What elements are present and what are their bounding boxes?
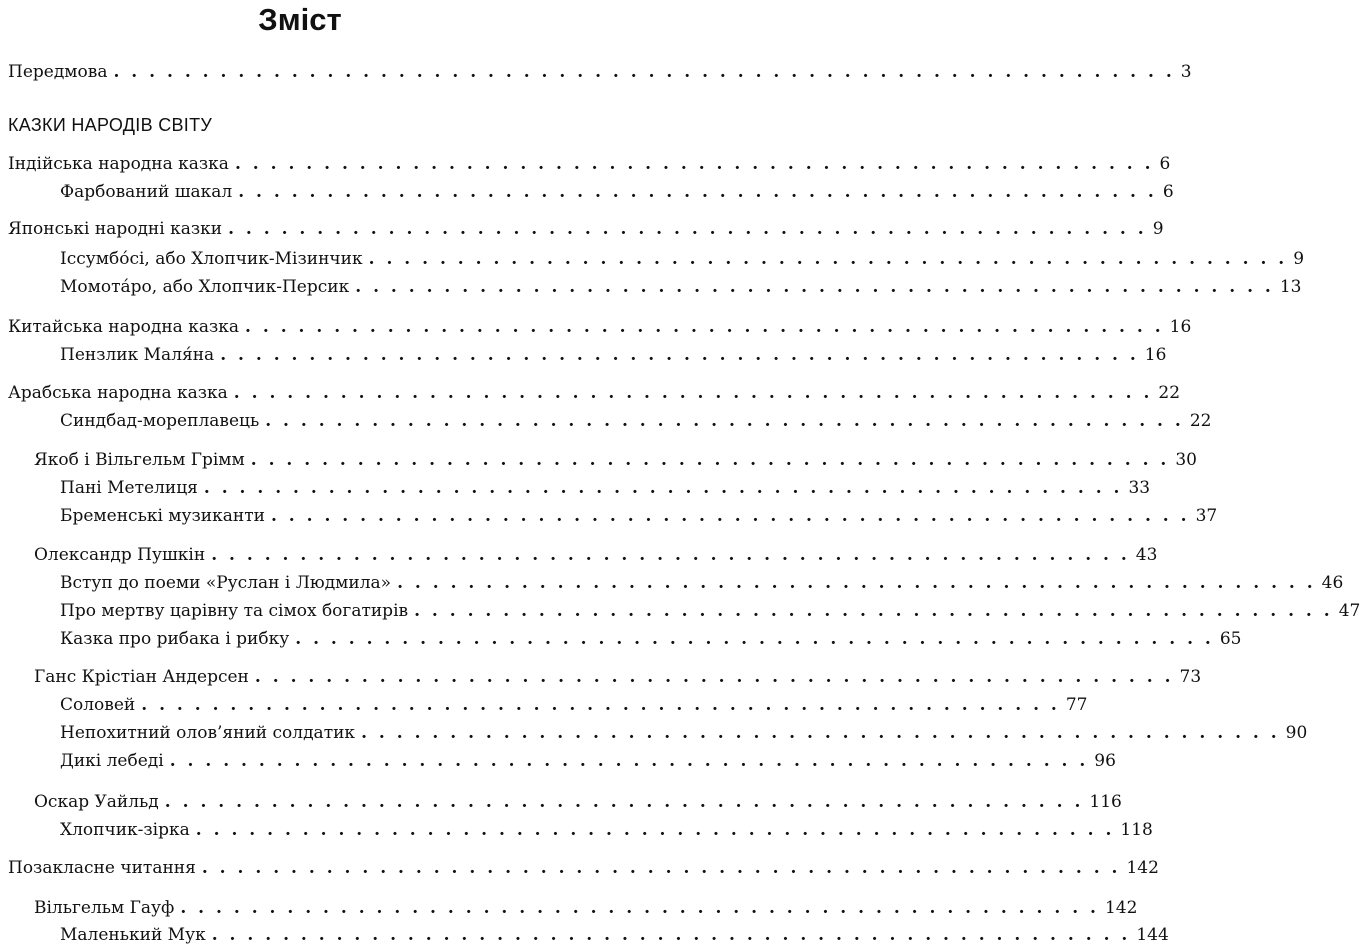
toc-entry[interactable]: [0, 245, 1305, 273]
toc-entry-label: Японські народні казки: [8, 219, 223, 239]
toc-entry-page: 3: [1180, 62, 1192, 82]
toc-entry[interactable]: [0, 747, 1116, 775]
toc-entry-label: Казка про рибака і рибку: [60, 629, 290, 649]
toc-entry[interactable]: [0, 625, 1242, 653]
toc-entry[interactable]: [0, 313, 1192, 341]
toc-entry[interactable]: [0, 921, 1169, 949]
toc-entry[interactable]: [0, 446, 1197, 474]
toc-entry-label: Арабська народна казка: [8, 383, 228, 403]
toc-entry-label: Олександр Пушкін: [34, 545, 206, 565]
toc-entry-page: 65: [1219, 629, 1242, 649]
toc-entry-preface[interactable]: [0, 58, 1192, 86]
toc-entry-page: 6: [1159, 154, 1171, 174]
leader-dots: . . . . . . . . . . . . . . . . . . . . . . . . . . . . . . . . . . . . . . . . . . . . . . . . . . . .: [203, 478, 1123, 498]
leader-dots: . . . . . . . . . . . . . . . . . . . . . . . . . . . . . . . . . . . . . . . . . . . . . . . . . . . .: [195, 820, 1115, 840]
toc-entry[interactable]: [0, 541, 1158, 569]
toc-entry-page: 22: [1158, 383, 1181, 403]
toc-entry-page: 16: [1169, 317, 1192, 337]
toc-entry-page: 43: [1135, 545, 1158, 565]
toc-entry-label: Пензлик Маля́на: [60, 345, 215, 365]
toc-entry[interactable]: [0, 854, 1159, 882]
toc-entry[interactable]: [0, 502, 1218, 530]
toc-entry-page: 16: [1144, 345, 1167, 365]
toc-entry-page: 96: [1094, 751, 1116, 771]
page-title: Зміст: [258, 2, 342, 37]
toc-entry-label: Пані Метелиця: [60, 478, 198, 498]
toc-entry[interactable]: [0, 178, 1174, 206]
toc-entry-page: 22: [1189, 411, 1212, 431]
toc-entry-label: Ганс Крістіан Андерсен: [34, 667, 249, 687]
toc-entry[interactable]: [0, 150, 1171, 178]
toc-entry-page: 6: [1162, 182, 1174, 202]
toc-entry-label: Вступ до поеми «Руслан і Людмила»: [60, 573, 392, 593]
section-heading: КАЗКИ НАРОДІВ СВІТУ: [8, 115, 213, 135]
toc-entry[interactable]: [0, 719, 1308, 747]
leader-dots: . . . . . . . . . . . . . . . . . . . . . . . . . . . . . . . . . . . . . . . . . . . . . . . . . . . .: [234, 154, 1154, 174]
toc-entry-label: Дикі лебеді: [60, 751, 164, 771]
leader-dots: . . . . . . . . . . . . . . . . . . . . . . . . . . . . . . . . . . . . . . . . . . . . . . . . . . . .: [368, 249, 1288, 269]
toc-entry[interactable]: [0, 341, 1167, 369]
toc-entry-page: 47: [1338, 601, 1361, 621]
toc-entry-page: 142: [1126, 858, 1159, 878]
toc-entry[interactable]: [0, 569, 1344, 597]
toc-entry-page: 37: [1195, 506, 1218, 526]
leader-dots: . . . . . . . . . . . . . . . . . . . . . . . . . . . . . . . . . . . . . . . . . . . . . . . . . . . .: [355, 277, 1274, 297]
toc-entry[interactable]: [0, 379, 1181, 407]
leader-dots: . . . . . . . . . . . . . . . . . . . . . . . . . . . . . . . . . . . . . . . . . . . . . . . . . . . .: [397, 573, 1316, 593]
toc-entry[interactable]: [0, 691, 1088, 719]
leader-dots: . . . . . . . . . . . . . . . . . . . . . . . . . . . . . . . . . . . . . . . . . . . . . . . . . . . .: [414, 601, 1333, 621]
toc-entry-label: Бременські музиканти: [60, 506, 265, 526]
leader-dots: . . . . . . . . . . . . . . . . . . . . . . . . . . . . . . . . . . . . . . . . . . . . . . . . . . . .: [228, 219, 1147, 239]
toc-entry-page: 77: [1065, 695, 1088, 715]
toc-entry[interactable]: [0, 894, 1138, 922]
leader-dots: . . . . . . . . . . . . . . . . . . . . . . . . . . . . . . . . . . . . . . . . . . . . . . . . . . . .: [164, 792, 1084, 812]
leader-dots: . . . . . . . . . . . . . . . . . . . . . . . . . . . . . . . . . . . . . . . . . . . . . . . . . . . .: [361, 723, 1280, 743]
toc-entry-label: Про мертву царівну та сімох богатирів: [60, 601, 409, 621]
toc-entry-label: Китайська народна казка: [8, 317, 240, 337]
leader-dots: . . . . . . . . . . . . . . . . . . . . . . . . . . . . . . . . . . . . . . . . . . . . . . . . . . . .: [141, 695, 1060, 715]
toc-entry-label: Вільгельм Гауф: [34, 898, 175, 918]
toc-entry-page: 9: [1152, 219, 1164, 239]
toc-entry-label: Синдбад-мореплавець: [60, 411, 260, 431]
toc-entry-label: Якоб і Вільгельм Грімм: [34, 450, 245, 470]
toc-entry-label: Хлопчик-зірка: [60, 820, 190, 840]
toc-entry-page: 13: [1279, 277, 1302, 297]
toc-entry-label: Фарбований шакал: [60, 182, 233, 202]
toc-entry-page: 90: [1285, 723, 1308, 743]
toc-entry[interactable]: [0, 663, 1202, 691]
leader-dots: . . . . . . . . . . . . . . . . . . . . . . . . . . . . . . . . . . . . . . . . . . . . . . . . . . . .: [238, 182, 1157, 202]
leader-dots: . . . . . . . . . . . . . . . . . . . . . . . . . . . . . . . . . . . . . . . . . . . . . . . . . . . .: [201, 858, 1121, 878]
toc-entry[interactable]: [0, 788, 1122, 816]
toc-entry[interactable]: [0, 816, 1153, 844]
leader-dots: . . . . . . . . . . . . . . . . . . . . . . . . . . . . . . . . . . . . . . . . . . . . . . . . . . . .: [270, 506, 1190, 526]
leader-dots: . . . . . . . . . . . . . . . . . . . . . . . . . . . . . . . . . . . . . . . . . . . . . . . . . . . .: [220, 345, 1139, 365]
leader-dots: . . . . . . . . . . . . . . . . . . . . . . . . . . . . . . . . . . . . . . . . . . . . . . . . . . . .: [254, 667, 1174, 687]
toc-entry-page: 144: [1136, 925, 1169, 945]
toc-entry-label: Маленький Мук: [60, 925, 206, 945]
toc-entry-label: Передмова: [8, 62, 108, 82]
toc-entry-page: 46: [1321, 573, 1344, 593]
toc-entry-label: Непохитний олов’яний солдатик: [60, 723, 356, 743]
toc-entry-label: Оскар Уайльд: [34, 792, 159, 812]
toc-entry-label: Індійська народна казка: [8, 154, 229, 174]
leader-dots: . . . . . . . . . . . . . . . . . . . . . . . . . . . . . . . . . . . . . . . . . . . . . . . . . . . .: [211, 925, 1131, 945]
toc-entry[interactable]: [0, 215, 1164, 243]
leader-dots: . . . . . . . . . . . . . . . . . . . . . . . . . . . . . . . . . . . . . . . . . . . . . . . . . . . .: [233, 383, 1153, 403]
toc-entry[interactable]: [0, 474, 1151, 502]
toc-entry[interactable]: [0, 597, 1361, 625]
toc-entry-page: 142: [1104, 898, 1138, 918]
toc-entry-label: Іссумбо́сі, або Хлопчик-Мізинчик: [60, 249, 363, 269]
toc-entry-page: 73: [1179, 667, 1202, 687]
leader-dots: . . . . . . . . . . . . . . . . . . . . . . . . . . . . . . . . . . . . . . . . . . . . . . . . . . . .: [245, 317, 1164, 337]
leader-dots: . . . . . . . . . . . . . . . . . . . . . . . . . . . . . . . . . . . . . . . . . . . . . . . . . . . .: [265, 411, 1184, 431]
toc-entry-label: Позакласне читання: [8, 858, 196, 878]
toc-entry-label: Момота́ро, або Хлопчик-Персик: [60, 277, 350, 297]
leader-dots: . . . . . . . . . . . . . . . . . . . . . . . . . . . . . . . . . . . . . . . . . . . . . . . . . . . .: [295, 629, 1214, 649]
toc-entry-label: Соловей: [60, 695, 136, 715]
leader-dots: . . . . . . . . . . . . . . . . . . . . . . . . . . . . . . . . . . . . . . . . . . . . . . . . . . . .: [250, 450, 1170, 470]
toc-entry-page: 116: [1089, 792, 1122, 812]
leader-dots: . . . . . . . . . . . . . . . . . . . . . . . . . . . . . . . . . . . . . . . . . . . . . . . . . . . .: [211, 545, 1130, 565]
leader-dots: . . . . . . . . . . . . . . . . . . . . . . . . . . . . . . . . . . . . . . . . . . . . . . . . . . . .: [180, 898, 1099, 918]
toc-entry-page: 118: [1120, 820, 1153, 840]
toc-entry-page: 33: [1128, 478, 1151, 498]
toc-entry[interactable]: [0, 407, 1212, 435]
toc-entry-page: 30: [1175, 450, 1197, 470]
toc-entry-page: 9: [1293, 249, 1305, 269]
leader-dots: . . . . . . . . . . . . . . . . . . . . . . . . . . . . . . . . . . . . . . . . . . . . . . . . . . . .: [169, 751, 1089, 771]
toc-entry[interactable]: [0, 273, 1302, 301]
leader-dots: . . . . . . . . . . . . . . . . . . . . . . . . . . . . . . . . . . . . . . . . . . . . . . . . . . . . . . . . . . . .: [113, 62, 1175, 82]
